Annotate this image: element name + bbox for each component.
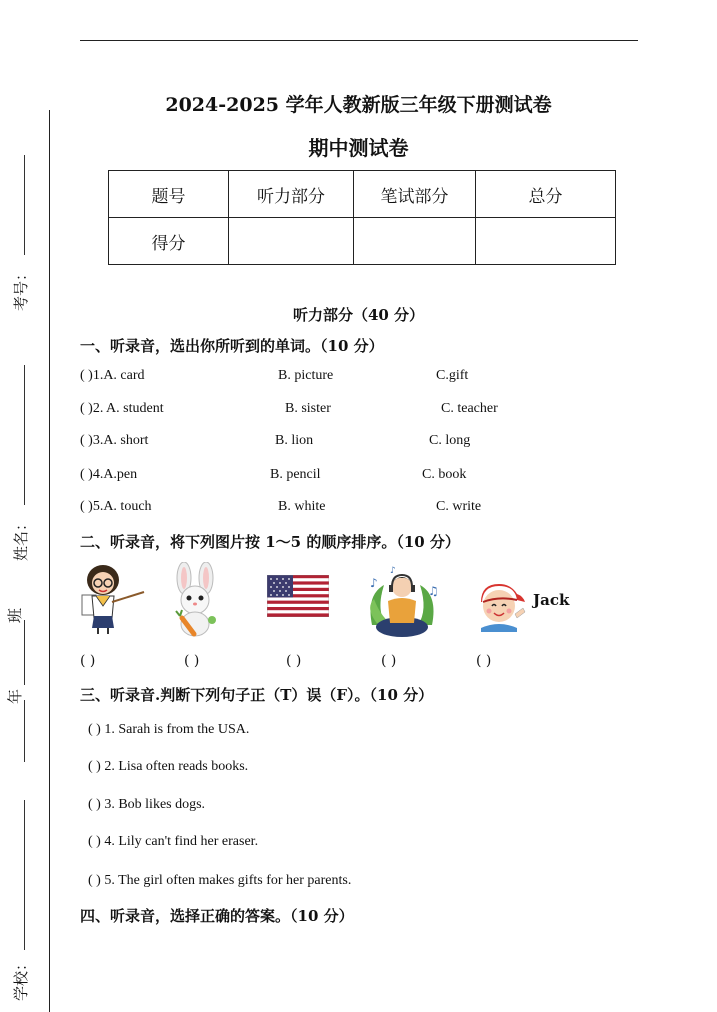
order-blank-4[interactable]: ( ) — [381, 653, 397, 669]
s1-q4-b: B. pencil — [270, 467, 321, 482]
xuexiao-line — [24, 800, 25, 950]
score-cell[interactable] — [354, 218, 476, 265]
section4-title: 四、听录音，选择正确的答案。（10 分） — [80, 907, 354, 925]
score-table — [108, 170, 616, 265]
svg-text:♪: ♪ — [390, 566, 396, 576]
binding-line — [49, 110, 50, 1012]
jack-picture — [475, 578, 527, 632]
top-rule — [80, 40, 638, 41]
section2-title: 二、听录音，将下列图片按 1～5 的顺序排序。（10 分） — [80, 533, 460, 551]
score-cell[interactable] — [229, 218, 354, 265]
s3-item-1: ( ) 1. Sarah is from the USA. — [88, 722, 250, 737]
order-blank-3[interactable]: ( ) — [286, 653, 302, 669]
kaohao-label: 考号： — [12, 265, 31, 312]
order-blank-2[interactable]: ( ) — [184, 653, 200, 669]
s1-q1-b: B. picture — [278, 368, 334, 383]
s3-item-4: ( ) 4. Lily can't find her eraser. — [88, 834, 259, 849]
kaohao-line — [24, 155, 25, 255]
xingming-label: 姓名： — [12, 515, 31, 562]
s1-q2-c: C. teacher — [441, 401, 498, 416]
s1-q5-c: C. write — [436, 499, 482, 514]
rabbit-picture — [162, 562, 230, 638]
nian-label: 年 — [6, 688, 25, 705]
score-header-cell: 笔试部分 — [354, 171, 476, 218]
nian-line — [24, 700, 25, 762]
score-table-header-row — [109, 171, 616, 218]
exam-title: 2024-2025 学年人教新版三年级下册测试卷 — [165, 94, 552, 116]
score-table-row — [109, 218, 616, 265]
score-cell[interactable] — [476, 218, 616, 265]
s1-q5-b: B. white — [278, 499, 326, 514]
score-header-cell: 听力部分 — [229, 171, 354, 218]
s1-q4-c: C. book — [422, 467, 467, 482]
listening-heading: 听力部分（40 分） — [292, 306, 425, 324]
s1-q2-a: ( )2. A. student — [80, 401, 164, 416]
s3-item-5: ( ) 5. The girl often makes gifts for her parents. — [88, 873, 352, 888]
ban-line — [24, 620, 25, 685]
score-row-label: 得分 — [109, 218, 229, 265]
s1-q3-c: C. long — [429, 433, 471, 448]
section1-title: 一、听录音，选出你所听到的单词。（10 分） — [80, 337, 384, 355]
jack-label: Jack — [533, 591, 570, 609]
teacher-picture — [78, 562, 150, 636]
s1-q3-b: B. lion — [275, 433, 314, 448]
score-header-cell: 总分 — [476, 171, 616, 218]
score-header-cell: 题号 — [109, 171, 229, 218]
order-blank-5[interactable]: ( ) — [476, 653, 492, 669]
xingming-line — [24, 365, 25, 505]
s1-q4-a: ( )4.A.pen — [80, 467, 138, 482]
usa-flag-picture — [267, 575, 329, 617]
xuexiao-label: 学校： — [12, 955, 31, 1002]
s3-item-2: ( ) 2. Lisa often reads books. — [88, 759, 249, 774]
s1-q2-b: B. sister — [285, 401, 331, 416]
s1-q1-c: C.gift — [436, 368, 469, 383]
svg-text:♫: ♫ — [428, 584, 439, 598]
exam-subtitle: 期中测试卷 — [308, 136, 409, 160]
svg-text:♪: ♪ — [370, 576, 378, 590]
s1-q5-a: ( )5.A. touch — [80, 499, 152, 514]
music-boy-picture — [362, 565, 442, 641]
section3-title: 三、听录音.判断下列句子正（T）误（F）。（10 分） — [80, 686, 434, 704]
s1-q1-a: ( )1.A. card — [80, 368, 145, 383]
order-blank-1[interactable]: ( ) — [80, 653, 96, 669]
ban-label: 班 — [6, 607, 25, 624]
s3-item-3: ( ) 3. Bob likes dogs. — [88, 797, 206, 812]
s1-q3-a: ( )3.A. short — [80, 433, 149, 448]
